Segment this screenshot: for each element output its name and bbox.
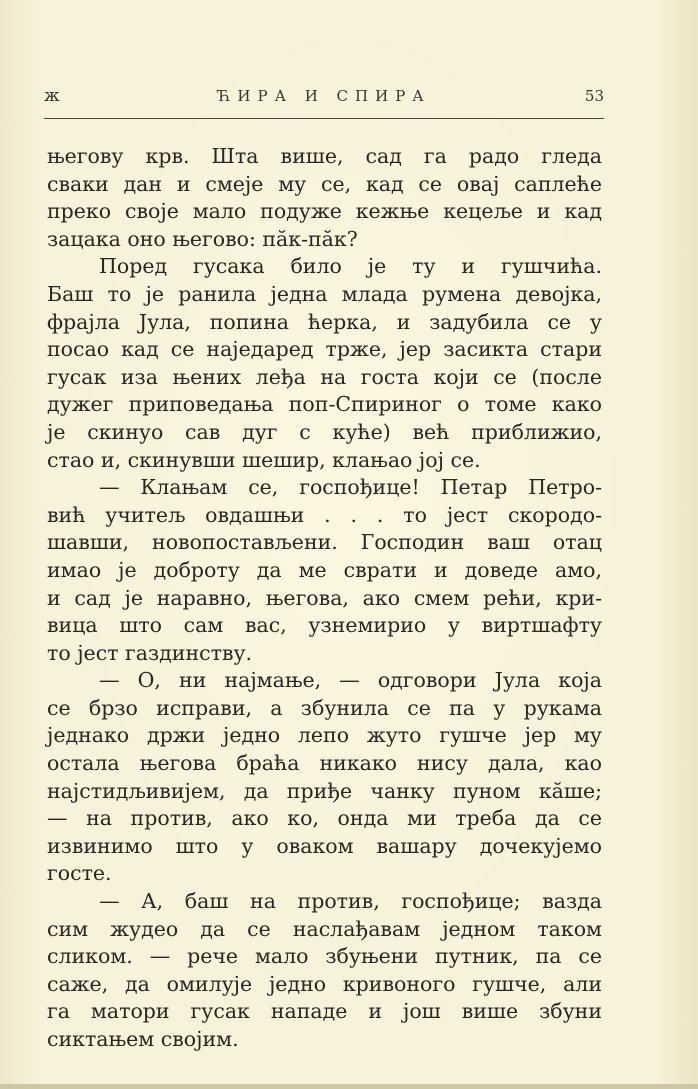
text-line: имао је доброту да ме сврати и доведе амо,	[47, 557, 602, 582]
text-line: и сад је наравно, његова, ако смем рећи, кри-	[47, 585, 602, 610]
text-line: шавши, новопостављени. Господин ваш отац	[47, 530, 602, 555]
text-line: сим жудео да се наслађавам једном таком	[47, 916, 602, 941]
text-line: извинимо што у оваком вашару дочекујемо	[47, 833, 602, 858]
text-line: госте.	[47, 861, 112, 886]
text-line: фрајла Јула, попина ћерка, и задубила се у	[47, 309, 602, 334]
text-line: посао кад се наједаред трже, јер засикта стари	[47, 337, 602, 362]
text-line: то јест газдинству.	[47, 640, 253, 665]
text-line: Баш то је ранила једна млада румена девојка,	[47, 281, 602, 306]
text-line: стао и, скинувши шешир, клањао јој се.	[47, 447, 481, 472]
text-line: — на против, ако ко, онда ми треба да се	[47, 806, 602, 831]
text-line: — Клањам се, госпођице! Петар Петро-	[99, 475, 602, 500]
text-line: вић учитељ овдашњи . . . то јест скородо-	[47, 502, 602, 527]
text-line: његову крв. Шта више, сад га радо гледа	[47, 144, 602, 168]
text-line: преко своје мало подуже кежње кецеље и кад	[47, 199, 602, 224]
text-line: вица што сам вас, узнемирио у виртшафту	[47, 613, 602, 638]
text-line: дужег приповедања поп-Спириног о томе како	[47, 392, 602, 417]
ornament-icon: ж	[44, 86, 60, 106]
text-line: саже, да омилује једно кривоного гушче, али	[47, 971, 602, 996]
text-line: је скинуо сав дуг с куће) већ приближио,	[47, 419, 602, 444]
text-line: сиктањем својим.	[47, 1027, 239, 1051]
text-line: сваки дан и смеје му се, кад се овај саплеће	[47, 171, 602, 196]
text-line: се брзо исправи, а збунила се па у рукама	[47, 695, 602, 720]
page-number: 53	[584, 87, 604, 105]
text-line: гусак иза њених леђа на госта који се (после	[47, 364, 602, 389]
text-line: Поред гусака било је ту и гушчића.	[99, 254, 602, 279]
text-line: зацака оно његово: пăк-пăк?	[47, 226, 358, 251]
text-line: једнако држи једно лепо жуто гушче јер му	[47, 723, 602, 748]
text-line: — А, баш на против, госпођице; вазда	[99, 889, 602, 914]
text-line: најстидљивијем, да приђе чанку пуном кăше;	[47, 778, 602, 803]
running-header	[44, 84, 604, 119]
text-line: га матори гусак нападе и још више збуни	[47, 999, 602, 1024]
text-line: остала његова браћа никако нису дала, као	[47, 751, 602, 776]
running-title: ЋИРА И СПИРА	[217, 87, 431, 105]
page-edge	[0, 1084, 698, 1089]
text-line: — О, ни најмање, — одговори Јула која	[99, 668, 602, 693]
text-line: сликом. — рече мало збуњени путник, па се	[47, 944, 602, 969]
body-text	[47, 143, 602, 1054]
